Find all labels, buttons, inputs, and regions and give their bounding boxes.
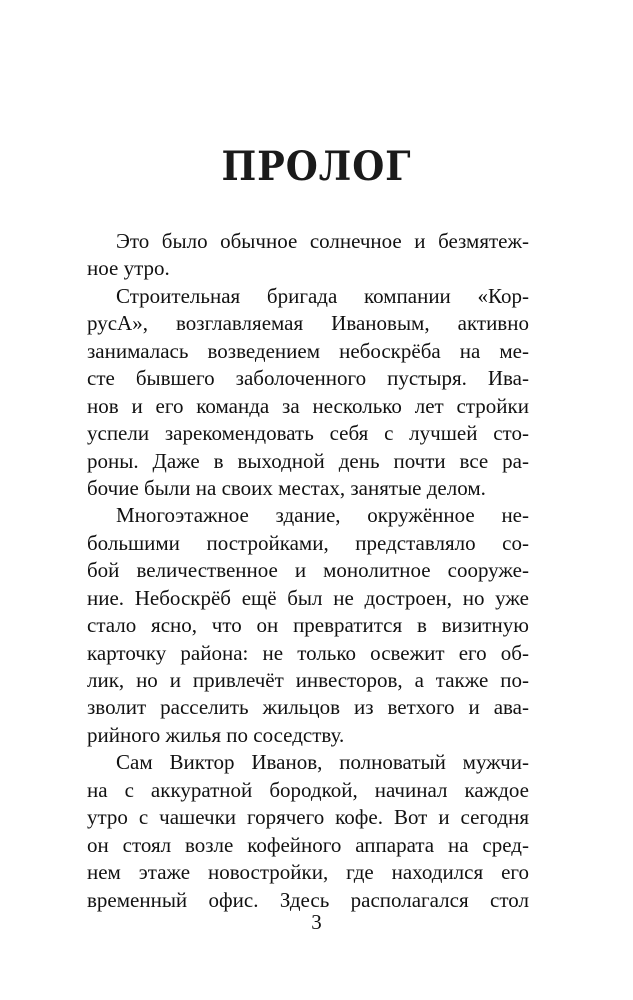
word: карточку (87, 640, 167, 665)
word: и (131, 393, 143, 418)
word: величественное (136, 558, 278, 583)
word: солнечное (309, 229, 402, 253)
word: сте (87, 366, 115, 391)
word: с (124, 777, 134, 802)
text-line (87, 365, 529, 392)
word: не (262, 640, 284, 665)
word: визитную (441, 613, 529, 638)
text-line (87, 557, 529, 584)
text-line (87, 228, 529, 255)
word: Строительная (116, 283, 241, 308)
word: бой (87, 558, 120, 583)
word: Многоэтажное (116, 503, 249, 528)
word: пустыря. (387, 366, 467, 391)
word: день (338, 448, 380, 473)
page-number: 3 (311, 910, 322, 934)
word: он (87, 832, 109, 857)
word: лет (414, 393, 444, 418)
word: лик, (87, 668, 125, 692)
word: здание, (275, 503, 341, 528)
word: его (458, 640, 487, 665)
word: уже (495, 585, 529, 610)
word: Иванов, (251, 750, 323, 775)
word: чашечки (159, 805, 237, 830)
text-line (87, 393, 529, 420)
word: ава- (493, 695, 529, 720)
word: временный (87, 887, 188, 912)
text-line (87, 502, 529, 529)
word: освежит (370, 640, 445, 665)
text-line: бочие были на своих местах, занятые делом. (87, 475, 486, 500)
word: только (297, 640, 357, 665)
word: зволит (87, 695, 147, 720)
word: большими (87, 530, 180, 555)
word: Ивановым, (331, 311, 430, 336)
word: успели (87, 421, 150, 446)
word: утро (87, 805, 128, 830)
word: его (155, 393, 184, 418)
word: было (161, 229, 208, 253)
word: заболоченного (235, 366, 367, 391)
word: инвесторов, (295, 668, 403, 692)
text-line (87, 694, 529, 721)
word: все (459, 448, 489, 473)
word: возглавляемая (176, 311, 304, 336)
word: на (459, 338, 481, 363)
word: монолитное (323, 558, 431, 583)
word: нем (87, 860, 121, 885)
word: где (346, 860, 374, 885)
word: русА», (87, 311, 148, 336)
word: расселить (160, 695, 249, 720)
text-line (87, 859, 529, 886)
word: достроен, (364, 585, 452, 610)
text-line (87, 420, 529, 447)
text-line (87, 530, 529, 557)
word: нов (87, 393, 119, 418)
word: но (136, 668, 158, 692)
word: и (294, 558, 307, 583)
word: но (462, 585, 485, 610)
word: на (87, 777, 108, 802)
word: сред- (482, 832, 529, 857)
word: кофейного (247, 832, 342, 857)
word: располагался (350, 887, 469, 912)
word: возведением (207, 338, 321, 363)
text-line (87, 749, 529, 776)
word: Здесь (279, 887, 330, 912)
word: с (138, 805, 149, 830)
body-text (87, 228, 529, 914)
word: сооруже- (447, 558, 529, 583)
text-line (87, 667, 529, 694)
word: на (447, 832, 469, 857)
word: стало (87, 613, 137, 638)
word: активно (457, 311, 529, 336)
word: Сам (116, 750, 153, 775)
word: мужчи- (462, 750, 529, 775)
word: «Кор- (477, 283, 529, 308)
word: стол (490, 887, 529, 912)
word: что (211, 613, 242, 638)
word: был (287, 585, 323, 610)
word: полноватый (339, 750, 446, 775)
word: окружённое (367, 503, 475, 528)
text-line (87, 804, 529, 831)
word: Это (116, 229, 150, 253)
text-line (87, 640, 529, 667)
word: а (414, 668, 424, 692)
word: занималась (87, 338, 189, 363)
word: ветхого (387, 695, 455, 720)
word: сто- (493, 421, 529, 446)
text-line (87, 832, 529, 859)
word: превратится (293, 613, 403, 638)
word: компании (364, 283, 451, 308)
word: горячего (246, 805, 325, 830)
text-line (87, 448, 529, 475)
word: небоскрёба (339, 338, 441, 363)
word: несколько (312, 393, 402, 418)
word: Даже (152, 448, 200, 473)
word: Ива- (487, 366, 529, 391)
word: команда (196, 393, 270, 418)
word: в (416, 613, 427, 638)
word: сегодня (460, 805, 529, 830)
word: в (213, 448, 224, 473)
word: аккуратной (150, 777, 253, 802)
word: этаже (138, 860, 191, 885)
word: себя (329, 421, 369, 446)
word: ещё (241, 585, 277, 610)
word: новостройки, (208, 860, 329, 885)
word: постройками, (206, 530, 329, 555)
word: ние. (87, 585, 125, 610)
word: жильцов (262, 695, 341, 720)
word: Виктор (169, 750, 235, 775)
word: начинал (374, 777, 448, 802)
text-line (87, 585, 529, 612)
word: ясно, (151, 613, 197, 638)
word: со- (502, 530, 529, 555)
word: он (256, 613, 279, 638)
word: лучшей (409, 421, 478, 446)
word: ра- (502, 448, 529, 473)
word: аппарата (355, 832, 435, 857)
text-line (87, 283, 529, 310)
word: за (282, 393, 300, 418)
word: с (384, 421, 394, 446)
word: выходной (237, 448, 325, 473)
word: бригада (266, 283, 338, 308)
chapter-title: ПРОЛОГ (221, 143, 412, 190)
word: Вот (393, 805, 428, 830)
word: зарекомендовать (164, 421, 314, 446)
word: также (435, 668, 489, 692)
text-line (87, 612, 529, 639)
word: об- (500, 640, 529, 665)
word: не- (501, 503, 529, 528)
word: района: (180, 640, 249, 665)
word: из (353, 695, 374, 720)
word: и (169, 668, 181, 692)
text-line (87, 310, 529, 337)
word: Небоскрёб (134, 585, 231, 610)
word: и (414, 229, 426, 253)
word: и (468, 695, 480, 720)
word: ме- (499, 338, 529, 363)
word: офис. (208, 887, 259, 912)
word: стройки (456, 393, 529, 418)
word: находился (391, 860, 484, 885)
word: бородкой, (269, 777, 358, 802)
text-line (87, 338, 529, 365)
word: возле (184, 832, 234, 857)
word: кофе. (335, 805, 383, 830)
word: роны. (87, 448, 139, 473)
word: по- (500, 668, 529, 692)
text-line: ное утро. (87, 256, 170, 281)
word: стоял (122, 832, 172, 857)
word: каждое (464, 777, 529, 802)
word: безмятеж- (438, 229, 529, 253)
text-line: рийного жилья по соседству. (87, 722, 345, 747)
text-line (87, 777, 529, 804)
word: его (501, 860, 529, 885)
word: не (333, 585, 354, 610)
word: бывшего (135, 366, 215, 391)
word: обычное (220, 229, 298, 253)
word: привлечёт (192, 668, 284, 692)
word: представляло (355, 530, 476, 555)
word: и (438, 805, 450, 830)
word: почти (393, 448, 446, 473)
